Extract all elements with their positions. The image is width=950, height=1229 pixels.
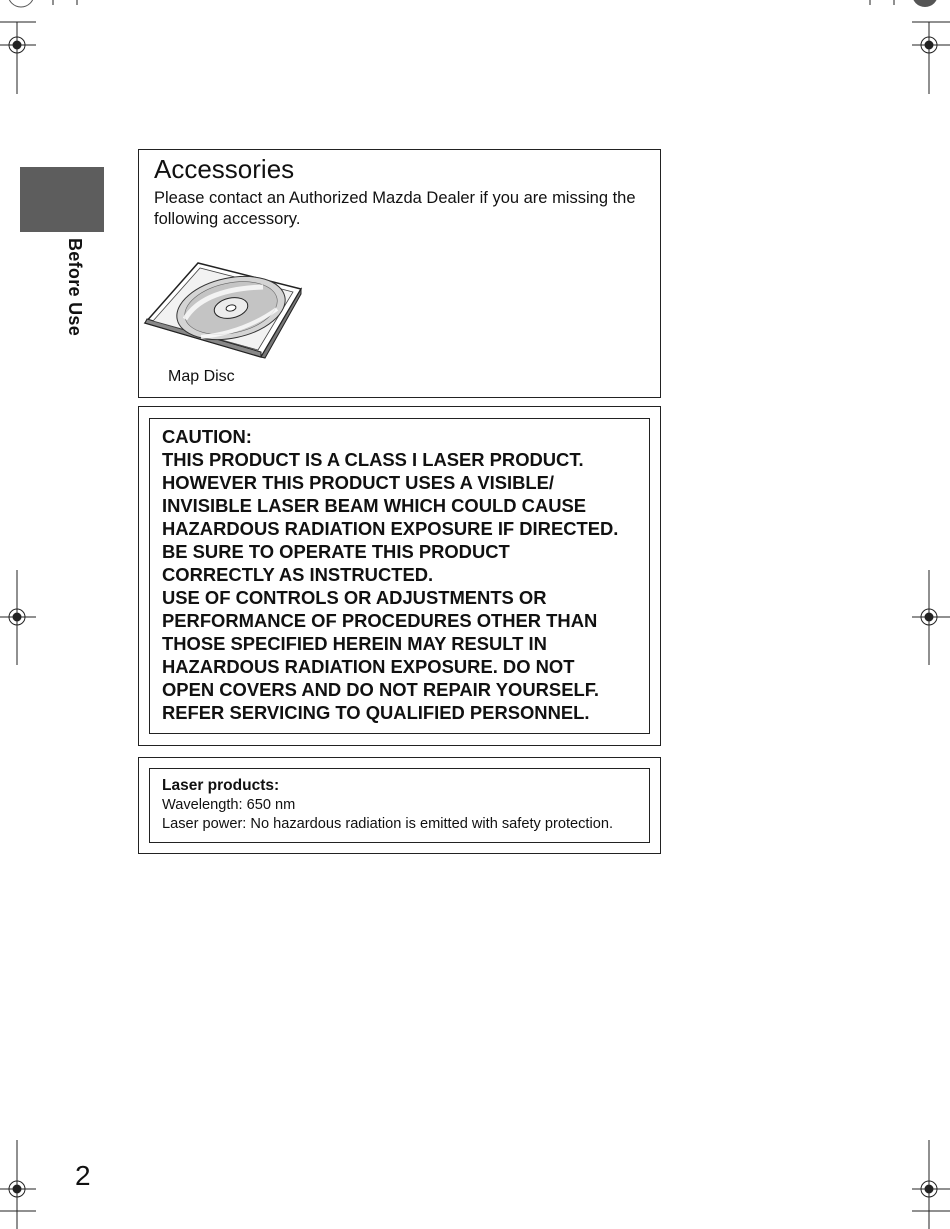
caution-line: REFER SERVICING TO QUALIFIED PERSONNEL. — [162, 702, 590, 723]
caution-line: THOSE SPECIFIED HEREIN MAY RESULT IN — [162, 633, 547, 654]
caution-line: USE OF CONTROLS OR ADJUSTMENTS OR — [162, 587, 547, 608]
caution-line: CORRECTLY AS INSTRUCTED. — [162, 564, 434, 585]
laser-wavelength: Wavelength: 650 nm — [162, 796, 296, 813]
caution-line: HAZARDOUS RADIATION EXPOSURE. DO NOT — [162, 656, 575, 677]
laser-power: Laser power: No hazardous radiation is emitted with safety protection. — [162, 816, 614, 832]
caution-line: CAUTION: — [162, 426, 252, 447]
section-tab-label: Before Use — [65, 238, 85, 337]
caution-line: HOWEVER THIS PRODUCT USES A VISIBLE/ — [162, 472, 555, 493]
laser-heading: Laser products: — [162, 777, 280, 794]
laser-products-text — [162, 776, 642, 835]
caution-text — [162, 425, 642, 724]
caution-line: HAZARDOUS RADIATION EXPOSURE IF DIRECTED. — [162, 518, 619, 539]
map-disc-label: Map Disc — [168, 368, 235, 385]
caution-line: INVISIBLE LASER BEAM WHICH COULD CAUSE — [162, 495, 587, 516]
section-tab-marker — [20, 167, 104, 232]
caution-line: OPEN COVERS AND DO NOT REPAIR YOURSELF. — [162, 679, 599, 700]
page-number: 2 — [75, 1160, 91, 1191]
caution-line: PERFORMANCE OF PROCEDURES OTHER THAN — [162, 610, 598, 631]
caution-line: BE SURE TO OPERATE THIS PRODUCT — [162, 541, 510, 562]
cd-case-icon — [143, 259, 305, 361]
caution-line: THIS PRODUCT IS A CLASS I LASER PRODUCT. — [162, 449, 584, 470]
accessories-title: Accessories — [154, 154, 295, 184]
accessories-text: Please contact an Authorized Mazda Dealer if you are missing the following accessory. — [154, 189, 636, 228]
